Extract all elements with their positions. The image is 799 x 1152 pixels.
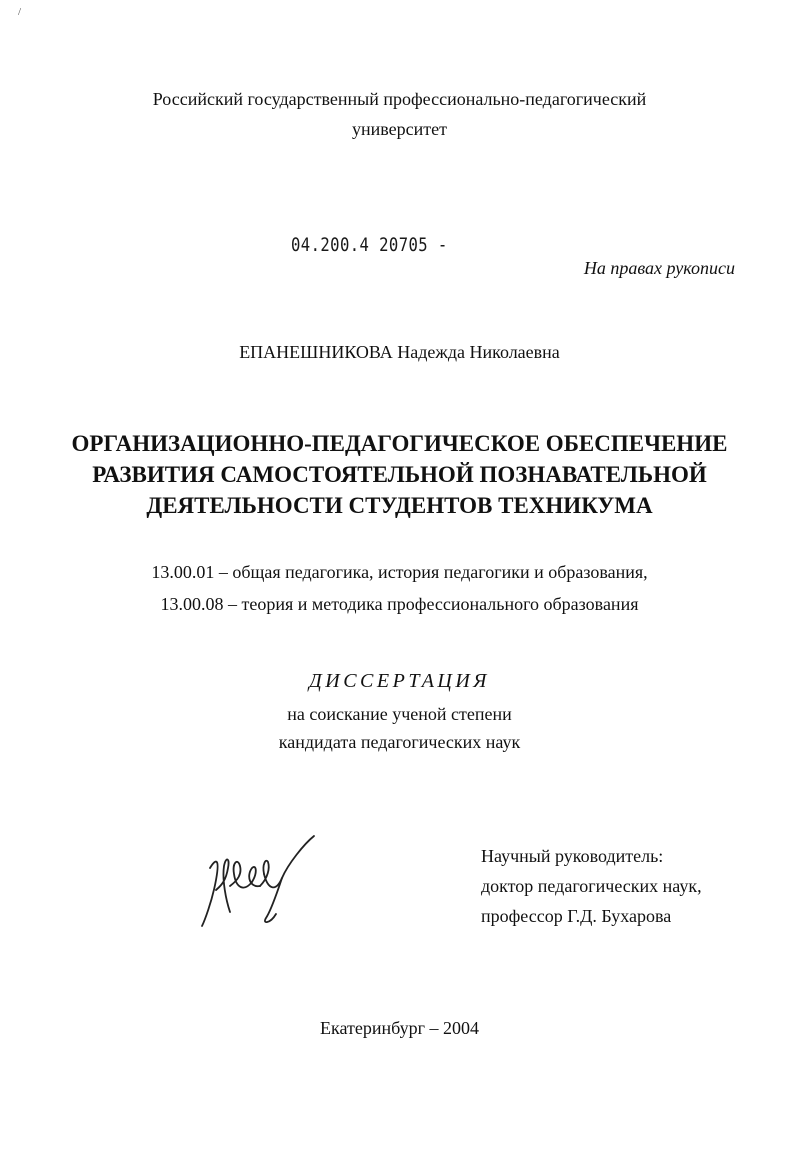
corner-mark: / — [18, 6, 22, 18]
supervisor-label: Научный руководитель: — [481, 846, 664, 866]
university-line-1: Российский государственный профессионально-педагогический — [152, 89, 647, 109]
university-line-2: университет — [352, 119, 447, 139]
university-name — [0, 84, 799, 144]
dissertation-title — [0, 428, 799, 521]
supervisor-name: профессор Г.Д. Бухарова — [481, 906, 672, 926]
title-line-3: ДЕЯТЕЛЬНОСТИ СТУДЕНТОВ ТЕХНИКУМА — [146, 493, 653, 518]
author-name: ЕПАНЕШНИКОВА Надежда Николаевна — [239, 342, 560, 362]
title-line-2: РАЗВИТИЯ САМОСТОЯТЕЛЬНОЙ ПОЗНАВАТЕЛЬНОЙ — [92, 462, 707, 487]
author-signature — [196, 830, 326, 940]
manuscript-rights-note: На правах рукописи — [583, 258, 735, 278]
title-line-1: ОРГАНИЗАЦИОННО-ПЕДАГОГИЧЕСКОЕ ОБЕСПЕЧЕНИЕ — [71, 431, 728, 456]
library-stamp-number: 04.200.4 20705 - — [291, 234, 448, 256]
degree-line-2: кандидата педагогических наук — [278, 732, 521, 752]
degree-line-1: на соискание ученой степени — [287, 704, 512, 724]
city-year: Екатеринбург – 2004 — [320, 1018, 479, 1038]
supervisor-degree: доктор педагогических наук, — [481, 876, 702, 896]
specialty-1: 13.00.01 – общая педагогика, история педагогики и образования, — [151, 562, 648, 582]
dissertation-label: ДИССЕРТАЦИЯ — [309, 670, 490, 692]
specialty-2: 13.00.08 – теория и методика профессионального образования — [160, 594, 639, 614]
